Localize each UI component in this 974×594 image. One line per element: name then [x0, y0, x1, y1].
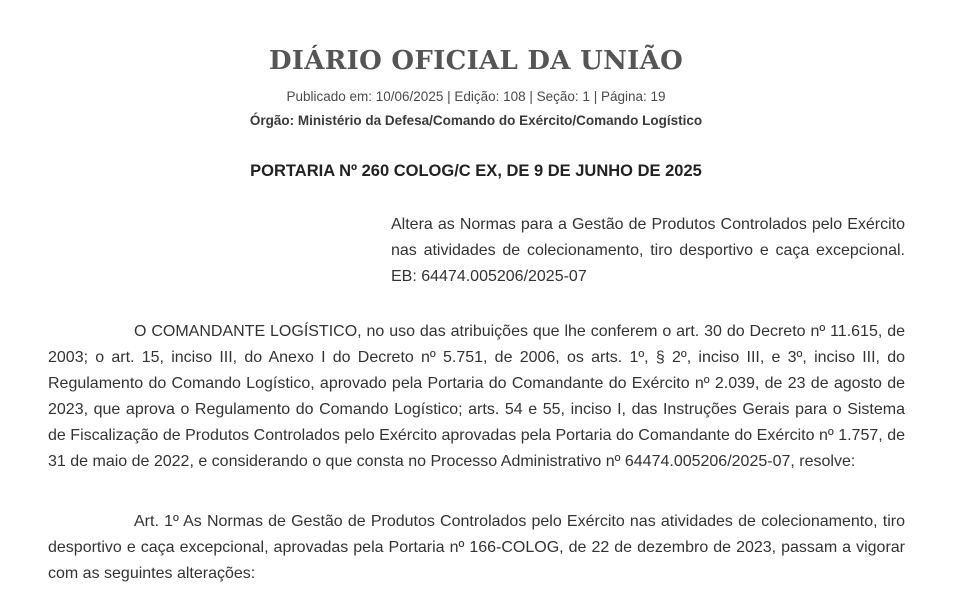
portaria-title: PORTARIA Nº 260 COLOG/C EX, DE 9 DE JUNHO DE 2025 [250, 162, 702, 180]
orgao-label: Órgão: [249, 113, 295, 128]
preamble-paragraph: O COMANDANTE LOGÍSTICO, no uso das atribuições que lhe conferem o art. 30 do Decreto nº 11.615, de 2003; o art. 15, inciso III, do Anexo I do Decreto nº 5.751, de 2006, os arts. 1º, § 2º, inciso III, e 3º, inciso III, do Regulamento do Comando Logístico, aprovado pela Portaria do Comandante do Exército nº 2.039, de 23 de agosto de 2023, que aprova o Regulamento do Comando Logístico; arts. 54 e 55, inciso I, das Instruções Gerais para o Sistema de Fiscalização de Produtos Controlados pelo Exército aprovadas pela Portaria do Comandante do Exército nº 1.757, de 31 de maio de 2022, e considerando o que consta no Processo Administrativo nº 64474.005206/2025-07, resolve: [48, 323, 905, 470]
orgao-value: Ministério da Defesa/Comando do Exército/Comando Logístico [297, 113, 703, 128]
orgao-line [0, 113, 952, 128]
ementa: Altera as Normas para a Gestão de Produtos Controlados pelo Exército nas atividades de colecionamento, tiro desportivo e caça excepcional. EB: 64474.005206/2025-07 [391, 216, 905, 285]
publication-info: Publicado em: 10/06/2025 | Edição: 108 | Seção: 1 | Página: 19 [286, 89, 666, 104]
article-1-paragraph: Art. 1º As Normas de Gestão de Produtos Controlados pelo Exército nas atividades de colecionamento, tiro desportivo e caça excepcional, aprovadas pela Portaria nº 166-COLOG, de 22 de dezembro de 2023, passam a vigorar com as seguintes alterações: [48, 513, 905, 582]
masthead-title: DIÁRIO OFICIAL DA UNIÃO [268, 46, 684, 76]
